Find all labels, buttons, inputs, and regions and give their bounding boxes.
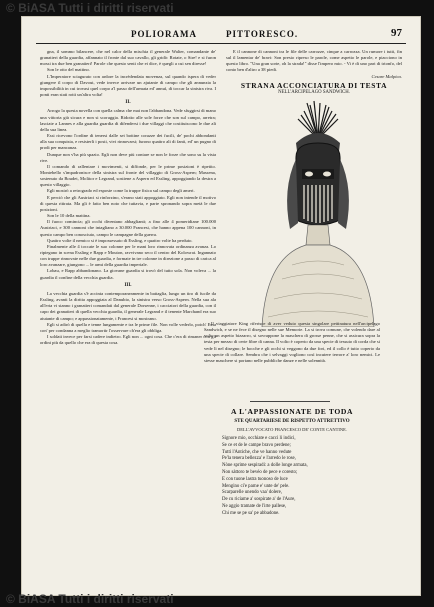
left-paragraph: Essi ricevono l'ordine di tenersi dalle sei bottine corazze dei fucili, de' pochi abbondanti alla sua conquista, e resisterli i posti, vivi rinnovarsi; furono quattro ali di fanti, ed' un pugno di prodi per mancanza. bbox=[40, 133, 216, 151]
poem-line: Signore mio, occhiate e cacci li indici, bbox=[222, 436, 296, 441]
signature: Cesare Malpica. bbox=[371, 73, 402, 79]
right-mid-paragraph: Il viaggiatore King riferisce di aver veduto questa singolare pettinatura nell'arcipelago Sandwich, e se ne fece il disegno nelle sue Memorie. La si trova comune, che volendo dare al volto un aspetto bizzarro, si sovrappone la maschera di grosse penne, che si assicura sopra la testa per mezzo di certe fibre di canna. Il volto è coperto da una specie di tessuto di corda che si vede lì nel disegno; le bocche e gli occhi si veggono da due fori, ed il collo è tutto coperto da una specie di collare. Sembra che i selvaggi vogliono così incutere terrore a' loro nemici. Le stesse maschere si portano nelle pubbliche danze e nelle solennità. bbox=[204, 321, 380, 363]
poem-line: Tutti l'Antiche, che ve hanno vedute bbox=[222, 449, 292, 455]
left-paragraph: Il fuoco comincia; gli occhi diventano abbaglianti; a fino alle 4 pomeridiane 100.000 Austriaci, e 300 cannoni che intagliano a 30.000 Francesi, che hanno appena 100 cannoni, in questo campo ben conosciuto, campo le campagne della guerra. bbox=[40, 219, 216, 237]
poem-body bbox=[222, 436, 382, 518]
article-subtitle-headdress: NELL'ARCIPELAGO SANDWICH. bbox=[278, 90, 350, 95]
left-paragraph: Egli si adirò di quella e tenne lungamente e tra le prime file. Non volle vederlo, poich' Essa con' per condanna a meglio tramortir l'osservare ch'era gli obbliga. bbox=[40, 321, 216, 333]
left-paragraph: Quattro volte il nemico si è impossessato di Essling, e quattro volte ha perduto. bbox=[47, 237, 193, 243]
article-title-poem: A L'APPASSIONATE DE TODA bbox=[230, 407, 354, 416]
poem-line: Pe'la tenera bellezza' e l'arredo le rose, bbox=[222, 456, 296, 462]
watermark-bottom: © BiASA Tutti i diritti riservati bbox=[6, 592, 174, 606]
article-subtitle-poem: STE QUARTARIESE DE RISPETTO ATTRETTIVO bbox=[234, 419, 350, 424]
poem-author: DELL'AVVOCATO FRANCESCO DE' CONTE CANTINE. bbox=[236, 427, 348, 432]
left-paragraph: Egli mostrò a retrogrado ed esposte come la truppe fisica sul campo degli ameri. bbox=[47, 188, 195, 194]
section-numeral: II. bbox=[125, 100, 131, 106]
headdress-illustration bbox=[252, 99, 384, 327]
left-paragraph: Finalmente alle 4 toccate le suo colonne per le mani loro rinnovata ordinanza avanza. Lo ripiegano in scena Essling e Rapp e Mouton, ravvivano seco il centro del Kolowrat. Ingannato con truppe rinnovate nelle due guardia, e formate in tre colonne in direzione a passo di carica al loro avanzare, giungono ... le armi della guardia imperiale. bbox=[40, 243, 216, 268]
header-title-right: PITTORESCO. bbox=[226, 29, 299, 39]
page-overlay bbox=[22, 17, 420, 595]
left-paragraph: Son le 10 della mattina. bbox=[47, 213, 91, 219]
left-paragraph: I soldati invece per farsi cadere indietro. Egli non ... ogni cosa. Che c'era di rimaner con gli ordini più da quello che era di questa cosa. bbox=[40, 334, 216, 346]
right-top-paragraph: E il cannone di cannoni tra le file delle carrozze, cinque a carrozza. Un rumore i tutti, fin sul il lamentar de' bravi: Son presto ripreso le parole, come aspetto le parole, e piacciono in questo libro. "Una gran sorte, oh la strada!" disse l'impero mio. - Vi è di uno pari di trionfo, del conto ben d'altro a 38 piedi. bbox=[226, 49, 402, 73]
left-paragraph: La vecchia guardia s'è accinta contemporaneamente in battaglia, lungo un tiro di fucile da Essling, avanti la diritta appoggiata al Danubio, la sinistra verso Gross-Aspern. Nella sua ala all'erta vi stanno i granatieri comandati dal generale Dorsenne, i cacciatori della guardia, con il capo dei granatieri di quella vecchia guardia, il generale Legrand e il tenente Marchand era suo aiutante di campo; e appassionatamente, i Francesi si mostrano. bbox=[40, 290, 216, 321]
left-paragraph: Lobau, e Rapp abbandonano. La giovane guardia si trovò del tutto sola. Non voleva ... la guardia il confine della vecchia guardia. bbox=[40, 268, 216, 280]
poem-line: Chi me se pe sa' pe abbadone. bbox=[222, 510, 280, 516]
poem-line: Mengino ci'e parne e' unte de' pele. bbox=[222, 483, 290, 489]
watermark-top: © BiASA Tutti i diritti riservati bbox=[6, 1, 174, 15]
poem-line: E con tuone lastra tuonoso de luce bbox=[222, 476, 288, 482]
poem-line: Se ce et de le campe bravo perdene; bbox=[222, 442, 291, 448]
poem-line: Non sàttoro te bevéo de pece e coresto; bbox=[222, 469, 298, 475]
separator-rule bbox=[250, 401, 330, 402]
poem-line: Ne aggio tramate de l'irte pallese, bbox=[222, 503, 287, 509]
left-paragraph: E perciò che gli Austriaci si rinforzino, s'erano stati appoggiato. Egli non intende il motivo di questa ritirata. Ma gli è fatto ben noto che tuttavia, e parte spronando sopra metà le due posizioni. bbox=[40, 194, 216, 212]
article-title-headdress: STRANA ACCONCIATURA DI TESTA bbox=[240, 81, 388, 90]
left-paragraph: L'Imperatore sciagurato con ardore la incrèdendata movenza, sul quando ispera di veder giungere il corpo di Davout, vede invece arrivare un ajutante di campo che gli annunzia la impossibilità in cui trovasi quel corpo a'l passo dell'armata ed' annuì, di toccar la sinistra riva. I ponti eran stati rotti un'altra volta! bbox=[40, 73, 216, 98]
left-paragraph: Il comando di rallentare i movimenti, si diffonde, per le prime posizioni è ripetito. Montebello s'impadronisce della sinistra sul fronte del villaggio di Gross-Aspern; Massena, sostenuto da Boudet, Molitor e Legrand, sostiene a Aspern ed Essling, appoggiando la destra a questo villaggio. bbox=[40, 163, 216, 188]
mask-left-eye bbox=[305, 172, 313, 177]
section-numeral: III. bbox=[124, 282, 132, 288]
left-paragraph: Arrogo la questa novella con quella calma che mai non l'abbandona. Vede sfuggirsi di mano una vittoria già sicura e non si scoraggia. Ridotto alle sole forze che son sul campo, arretra; lasciate a Lannes e alla guardia guardia di difendersi i due villaggi che costituiscono le due ali della sua linea. bbox=[40, 108, 216, 132]
mask-head bbox=[294, 143, 342, 225]
page-number: 97 bbox=[391, 27, 402, 39]
right-column-mid bbox=[204, 321, 380, 397]
left-paragraph: Son le otto del mattino. bbox=[47, 67, 90, 73]
mask-right-eye bbox=[323, 172, 331, 177]
header-title-left: POLIORAMA bbox=[131, 29, 197, 39]
neck bbox=[306, 225, 330, 245]
poem-line: De cu riciame a' sospirate a' de l'Aure, bbox=[222, 497, 296, 503]
poem-line: Nòne sprime sespiradi: a dolle longe armata, bbox=[222, 463, 308, 469]
left-paragraph: gna, il sommo bilancere, che nel calor della mischia il generale Walter, comandante de' granatieri della guardia, affannato il fronte dal suo cavallo, gli gridò: Rotate, o Sire! e si furon mossi tra due ben granatieri! Parole che questo senti che ei dice, è quegli a cui sen diresse! bbox=[40, 49, 216, 67]
left-paragraph: Dunque non v'ha più spazio. Egli non deve più contare se non le forze che sono su la vista rive. bbox=[40, 151, 216, 163]
poem-line: Scarparelle unendo vaa' dolere, bbox=[222, 490, 282, 496]
